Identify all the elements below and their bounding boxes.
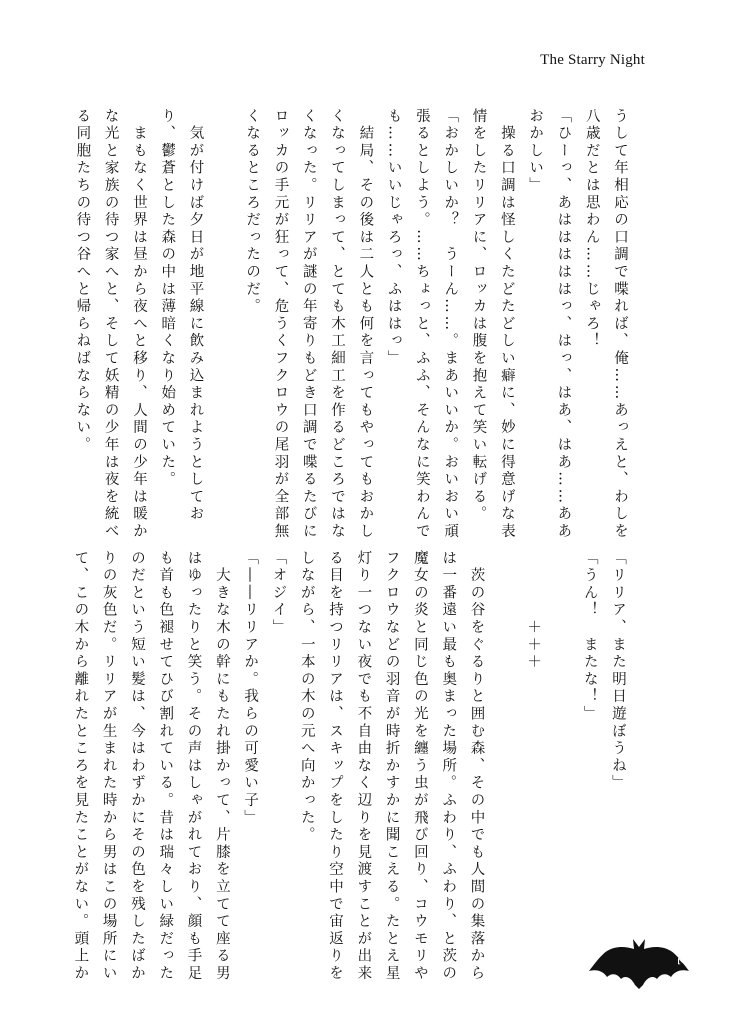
lower-text-line <box>547 550 575 935</box>
lower-text-line <box>491 550 519 935</box>
lower-text-line: は一番遠い最も奥まった場所。ふわり、ふわり、と茨の <box>440 550 457 983</box>
lower-text-line: のだという短い髪は、今はわずかにその色を残したばか <box>128 550 145 983</box>
lower-text-line: 魔女の炎と同じ色の光を纏う虫が飛び回り、コウモリや <box>411 550 428 983</box>
lower-text-line: る目を持つリリアは、スキップをしたり空中で宙返りを <box>327 550 344 983</box>
page-number-badge <box>589 935 689 991</box>
page-number: 12 <box>674 949 689 966</box>
lower-text-line: しながら、一本の木の元へ向かった。 <box>298 550 315 845</box>
upper-text-line: くなった。リリアが謎の年寄りもどき口調で喋るたびに <box>300 108 317 541</box>
upper-text-line: り、鬱蒼とした森の中は薄暗くなり始めていた。 <box>159 108 176 489</box>
upper-text-line: 八歳だとは思わん……じゃろ！ <box>583 108 600 351</box>
upper-text-line: も……いいじゃろっ、ふははっ」 <box>385 108 402 368</box>
upper-text-line: うして年相応の口調で喋れば、俺……あっえと、わしを <box>612 108 628 541</box>
upper-text-line: まもなく世界は昼から夜へと移り、人間の少年は暖か <box>130 108 147 541</box>
lower-text-line: はゆったりと笑う。その声はしゃがれており、顔も手足 <box>185 550 202 983</box>
lower-text-line: 灯り一つない夜でも不自由なく辺りを見渡すことが出来 <box>355 550 372 983</box>
upper-text-line: 気が付けば夕日が地平線に飲み込まれようとしてお <box>187 108 204 524</box>
lower-text-line: りの灰色だ。リリアが生まれた時から男はこの場所にい <box>100 550 117 983</box>
upper-text-line: 操る口調は怪しくたどたどしい癖に、妙に得意げな表 <box>498 108 515 541</box>
upper-text-line: おかしい」 <box>527 108 544 195</box>
lower-text-line: 「うん！ またな！」 <box>581 550 598 723</box>
upper-text-line: 「おかしいか？ うーん……。まあいいか。おいおい頑 <box>442 108 459 541</box>
lower-text-line: 「リリア、また明日遊ぼうね」 <box>610 550 626 793</box>
upper-text-line: 張るとしよう。……ちょっと、ふふ、そんなに笑わんで <box>413 108 430 541</box>
upper-text-line: ロッカの手元が狂って、危うくフクロウの尾羽が全部無 <box>272 108 289 541</box>
lower-text-line: フクロウなどの羽音が時折かすかに聞こえる。たとえ星 <box>383 550 400 983</box>
text-column-upper <box>68 108 634 541</box>
lower-text-line: て、この木から離れたところを見たことがない。頭上か <box>72 550 89 983</box>
upper-text-line: 「ひーっ、あはははははっ、はっ、はあ、はあ……ああ <box>555 108 572 541</box>
lower-text-line: 茨の谷をぐるりと囲む森、その中でも人間の集落から <box>468 550 485 983</box>
lower-text-line: 「――リリアか。我らの可愛い子」 <box>242 550 259 827</box>
running-header-title: The Starry Night <box>540 52 645 68</box>
lower-text-line: も首も色褪せてひび割れている。昔は瑞々しい緑だった <box>157 550 174 983</box>
lower-text-line: 「オジイ」 <box>270 550 287 637</box>
upper-text-line: くなるところだったのだ。 <box>244 108 261 316</box>
lower-text-line: 大きな木の幹にもたれ掛かって、片膝を立てて座る男 <box>213 550 230 983</box>
upper-text-line: な光と家族の待つ家へと、そして妖精の少年は夜を統べ <box>102 108 119 541</box>
upper-text-line: 結局、その後は二人とも何を言ってもやってもおかし <box>357 108 374 541</box>
upper-text-line <box>210 108 238 518</box>
upper-text-line: 情をしたリリアに、ロッカは腹を抱えて笑い転げる。 <box>470 108 487 524</box>
upper-text-line: る同胞たちの待つ谷へと帰らねばならない。 <box>74 108 91 454</box>
lower-text-line: ＋＋＋ <box>525 550 542 672</box>
text-column-lower <box>66 550 632 983</box>
upper-text-line: くなってしまって、とても木工細工を作るどころではな <box>329 108 346 541</box>
